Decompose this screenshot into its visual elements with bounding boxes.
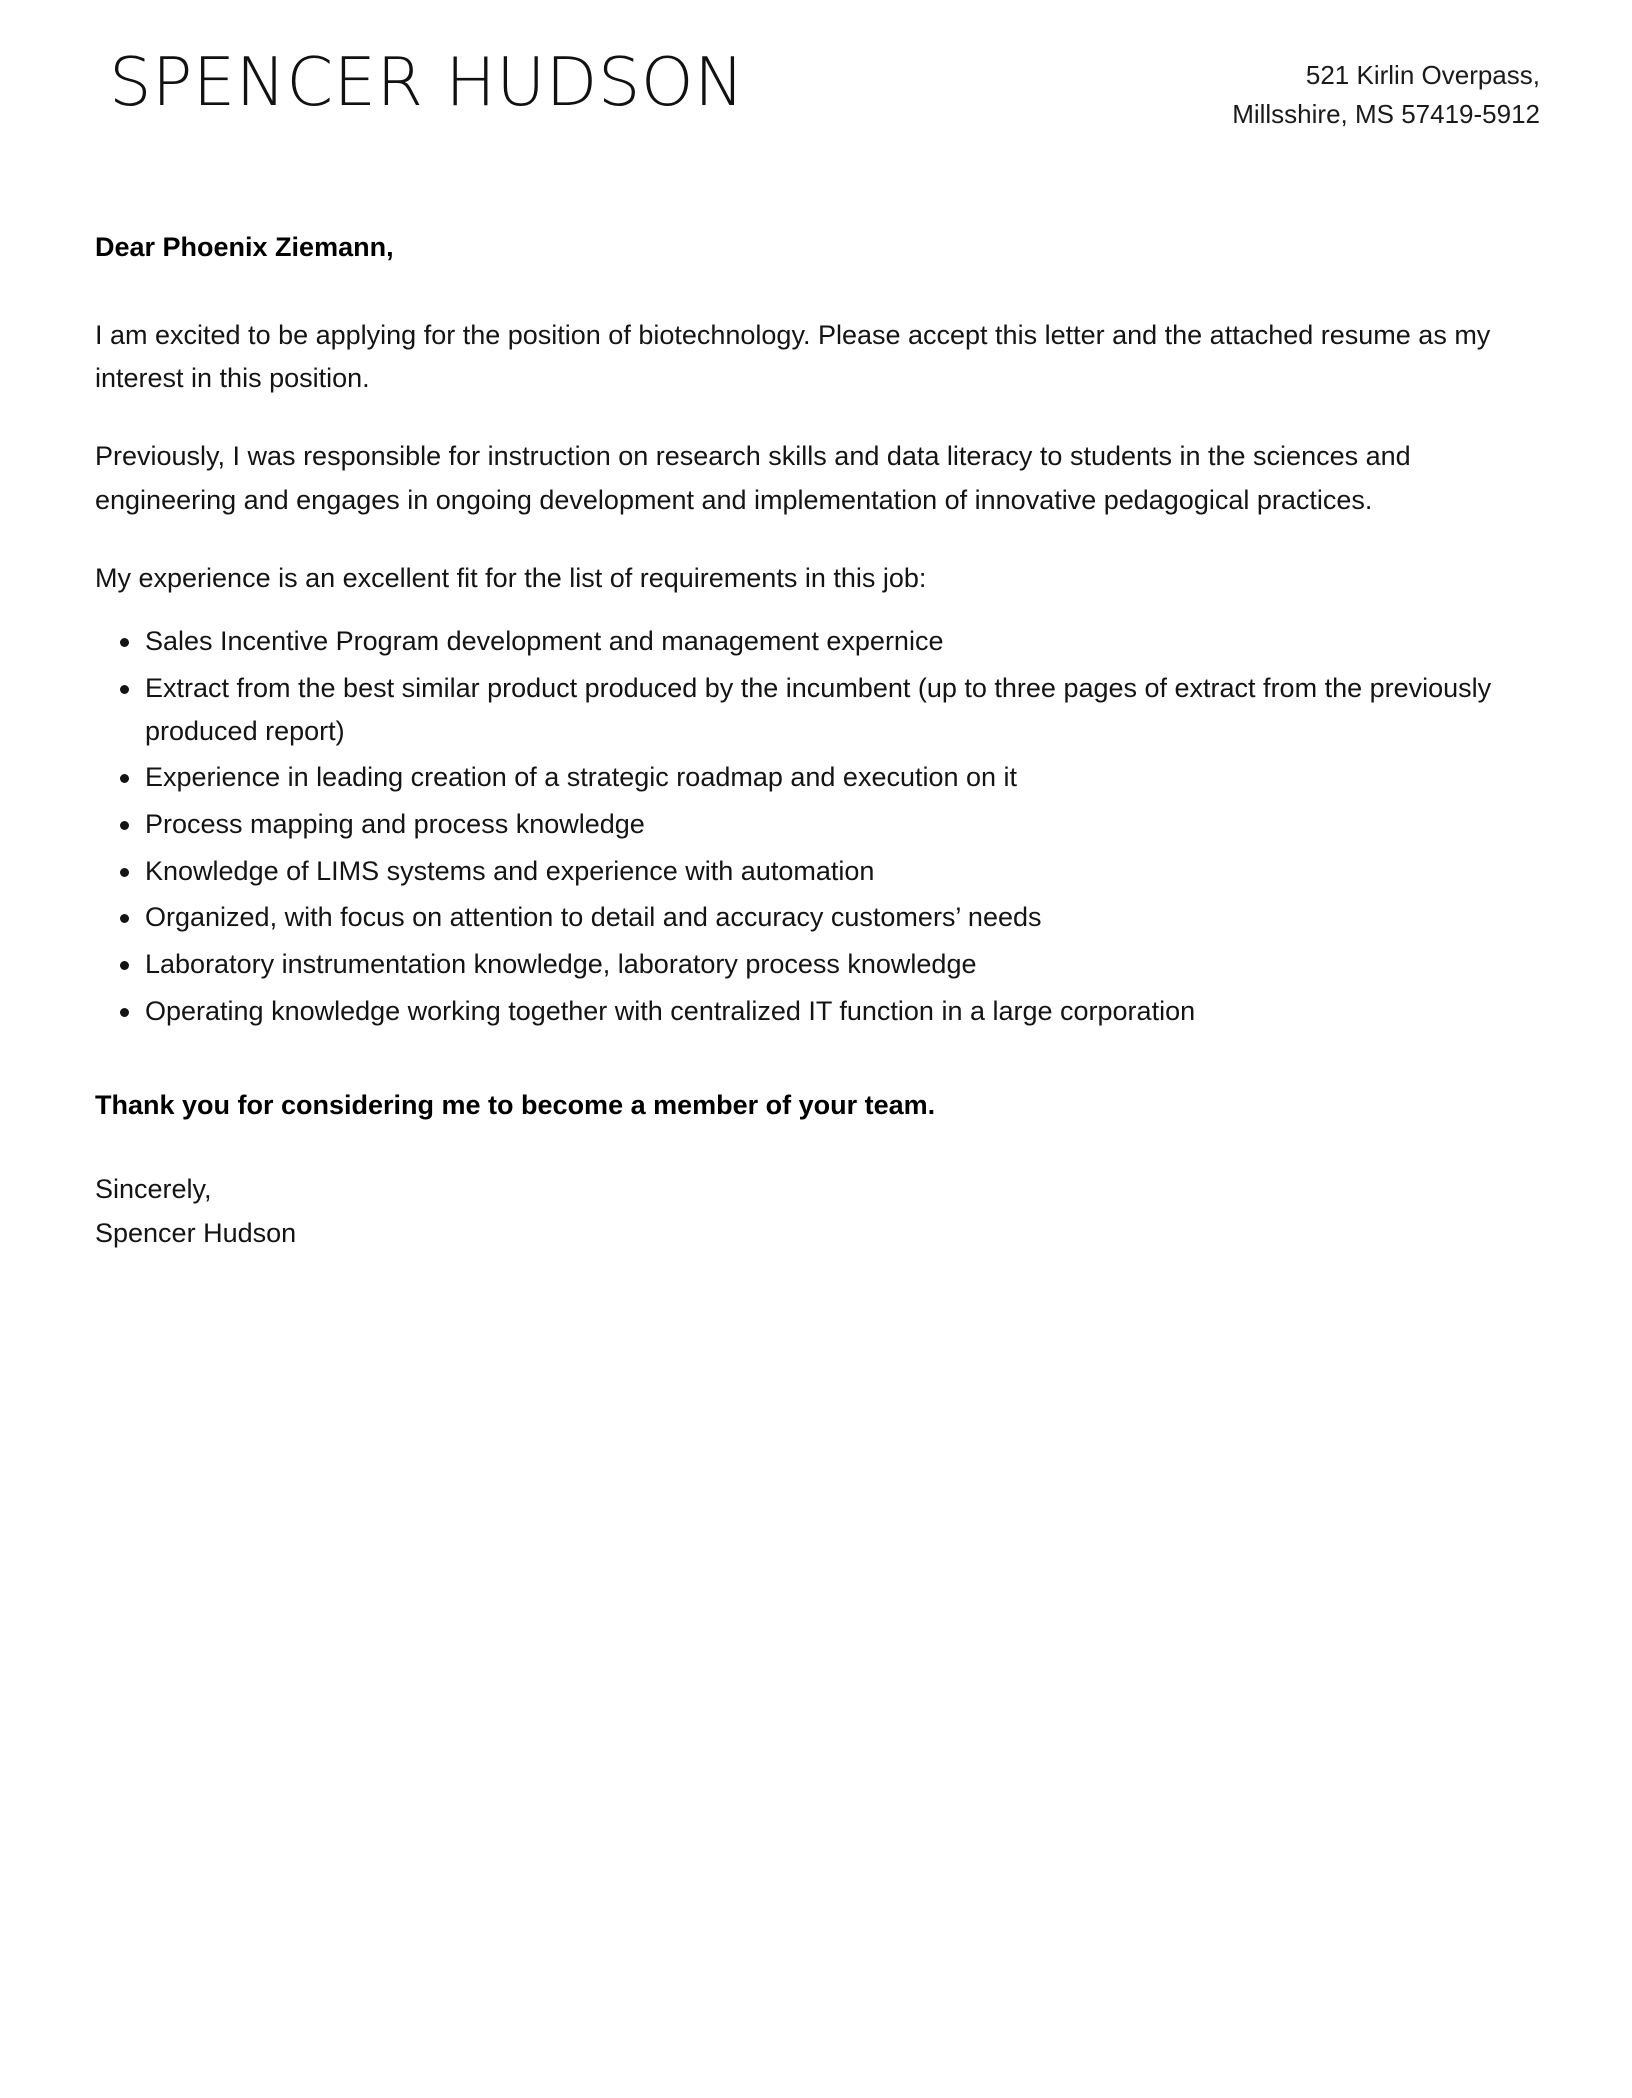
requirements-list — [95, 620, 1540, 1032]
body-paragraph-2: Previously, I was responsible for instruction on research skills and data literacy to students in the sciences and engineering and engages in ongoing development and implementation of innovative pedagogical practices. — [95, 441, 1411, 515]
body-paragraph-1: I am excited to be applying for the position of biotechnology. Please accept this letter and the attached resume as my interest in this position. — [95, 319, 1491, 394]
closing-statement: Thank you for considering me to become a member of your team. — [95, 1090, 936, 1121]
list-item: Process mapping and process knowledge — [95, 803, 1540, 846]
list-item: Knowledge of LIMS systems and experience with automation — [95, 850, 1540, 893]
letter-body — [95, 226, 1540, 1256]
requirements-intro: My experience is an excellent fit for the list of requirements in this job: — [95, 562, 927, 593]
valediction: Sincerely, — [95, 1174, 212, 1205]
signature-block — [95, 1168, 1540, 1255]
letter-content — [95, 0, 1540, 1256]
list-item: Laboratory instrumentation knowledge, laboratory process knowledge — [95, 943, 1540, 986]
list-item: Extract from the best similar product produced by the incumbent (up to three pages of extract from the previously produced report) — [95, 667, 1540, 752]
signature-name: Spencer Hudson — [95, 1217, 297, 1248]
list-item: Operating knowledge working together with centralized IT function in a large corporation — [95, 990, 1540, 1033]
list-item: Sales Incentive Program development and management expernice — [95, 620, 1540, 663]
applicant-name-heading: SPENCER HUDSON — [109, 43, 745, 121]
address-line-street: 521 Kirlin Overpass, — [1305, 60, 1540, 90]
list-item: Experience in leading creation of a strategic roadmap and execution on it — [95, 756, 1540, 799]
list-item: Organized, with focus on attention to detail and accuracy customers’ needs — [95, 896, 1540, 939]
letter-header — [95, 0, 1540, 134]
address-line-city-state-zip: Millsshire, MS 57419-5912 — [1232, 99, 1540, 129]
applicant-address — [1232, 46, 1540, 134]
salutation: Dear Phoenix Ziemann, — [95, 232, 394, 262]
